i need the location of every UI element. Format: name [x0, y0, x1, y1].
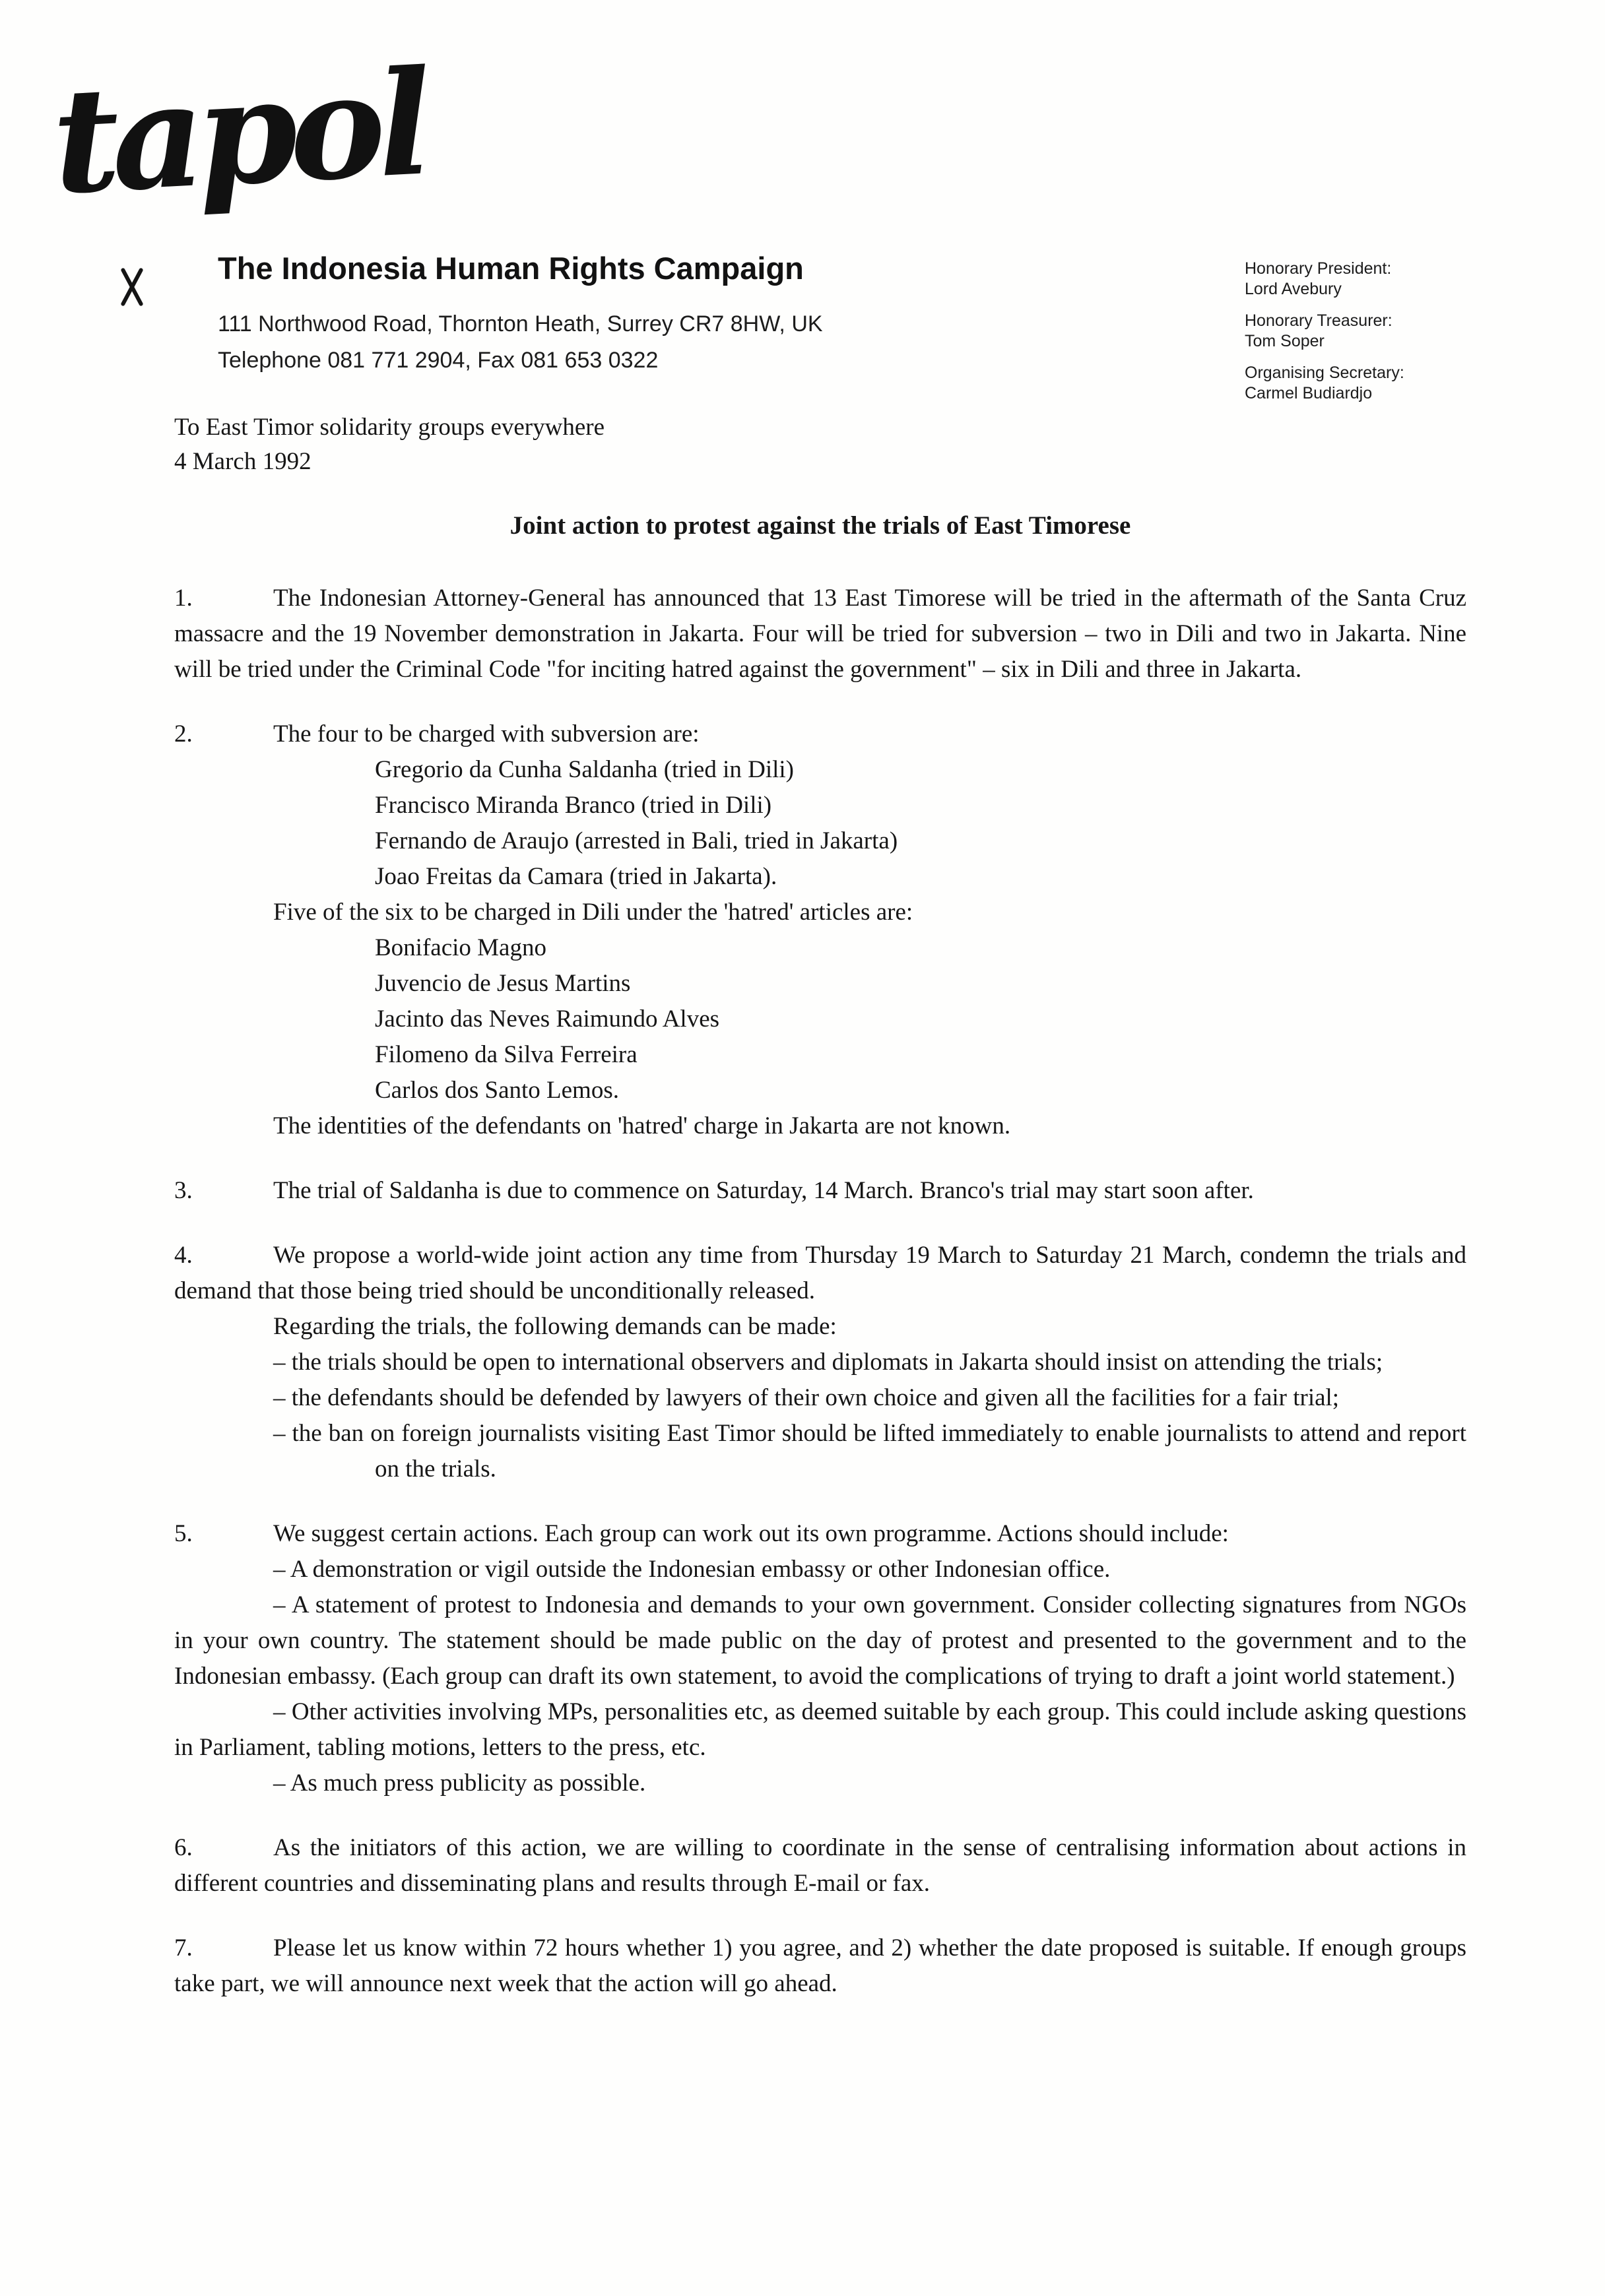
letter-title: Joint action to protest against the trials of East Timorese: [509, 511, 1131, 540]
defendant-name: Joao Freitas da Camara (tried in Jakarta).: [375, 863, 777, 890]
officer-name: Lord Avebury: [1245, 280, 1342, 298]
defendant-name: Bonifacio Magno: [375, 934, 546, 961]
action-item: – A statement of protest to Indonesia and demands to your own government. Consider collecting signatures from NGOs in your own country. The statement should be made public on the day of protest and presented to the government and to the Indonesian embassy. (Each group can draft its own statement, to avoid the complications of trying to draft a joint world statement.): [174, 1591, 1466, 1690]
org-phone: Telephone 081 771 2904, Fax 081 653 0322: [218, 348, 659, 373]
para-text: We propose a world-wide joint action any time from Thursday 19 March to Saturday 21 March, condemn the trials and demand that those being tried should be unconditionally released.: [174, 1242, 1466, 1304]
officer-role: Honorary Treasurer:: [1245, 311, 1392, 330]
defendant-name: Jacinto das Neves Raimundo Alves: [375, 1005, 720, 1033]
officer-entry: [1245, 259, 1404, 300]
org-block: [218, 249, 823, 379]
hatred-defendants-list: [174, 930, 1466, 1108]
letter-body: [0, 410, 1605, 2002]
para-number: 2.: [174, 720, 193, 748]
demand-item: – the trials should be open to international observers and diplomats in Jakarta should insist on attending the trials;: [273, 1349, 1383, 1376]
action-item: – A demonstration or vigil outside the Indonesian embassy or other Indonesian office.: [273, 1556, 1111, 1583]
para-text: Please let us know within 72 hours whether 1) you agree, and 2) whether the date proposed is suitable. If enough groups take part, we will announce next week that the action will go ahead.: [174, 1934, 1466, 1997]
paragraph-4-intro: [174, 1238, 1466, 1309]
para-number: 3.: [174, 1177, 193, 1204]
org-address: 111 Northwood Road, Thornton Heath, Surrey CR7 8HW, UK: [218, 311, 823, 336]
defendant-name: Filomeno da Silva Ferreira: [375, 1041, 638, 1068]
para-text: As the initiators of this action, we are willing to coordinate in the sense of centralising information about actions in different countries and disseminating plans and results through E-mail or fax.: [174, 1834, 1466, 1897]
paragraph-6: [174, 1830, 1466, 1901]
recipient-line: To East Timor solidarity groups everywhere: [174, 414, 605, 441]
tapol-logo: tapol: [48, 38, 428, 227]
defendant-name: Francisco Miranda Branco (tried in Dili): [375, 792, 772, 819]
paragraph-5: [174, 1516, 1466, 1801]
para-text: The Indonesian Attorney-General has announced that 13 East Timorese will be tried in the aftermath of the Santa Cruz massacre and the 19 November demonstration in Jakarta. Four will be tried for subversion – two in Dili and two in Jakarta. Nine will be tried under the Criminal Code "for inciting hatred against the government" – six in Dili and three in Jakarta.: [174, 585, 1466, 683]
defendant-name: Gregorio da Cunha Saldanha (tried in Dili): [375, 756, 794, 783]
paragraph-7: [174, 1930, 1466, 2002]
officer-role: Honorary President:: [1245, 259, 1392, 278]
defendant-name: Juvencio de Jesus Martins: [375, 970, 631, 997]
para-text: The four to be charged with subversion are:: [273, 720, 700, 748]
org-name: The Indonesia Human Rights Campaign: [218, 251, 804, 286]
officer-name: Carmel Budiardjo: [1245, 384, 1373, 402]
hatred-intro-line: Five of the six to be charged in Dili under the 'hatred' articles are:: [273, 899, 913, 926]
para-number: 5.: [174, 1520, 193, 1547]
para-number: 1.: [174, 585, 193, 612]
paragraph-1: [174, 581, 1466, 687]
para-number: 4.: [174, 1242, 193, 1269]
officer-entry: [1245, 363, 1404, 404]
action-item: – Other activities involving MPs, personalities etc, as deemed suitable by each group. This could include asking questions in Parliament, tabling motions, letters to the press, etc.: [174, 1698, 1466, 1761]
demand-item: – the defendants should be defended by lawyers of their own choice and given all the facilities for a fair trial;: [273, 1384, 1340, 1411]
paragraph-5-intro: [174, 1516, 1466, 1552]
paragraph-2-outro: The identities of the defendants on 'hatred' charge in Jakarta are not known.: [273, 1112, 1011, 1139]
para-text: The trial of Saldanha is due to commence on Saturday, 14 March. Branco's trial may start soon after.: [273, 1177, 1254, 1204]
letterhead: [0, 0, 1605, 410]
para-number: 6.: [174, 1834, 193, 1861]
officer-role: Organising Secretary:: [1245, 364, 1404, 382]
paragraph-3: [174, 1173, 1466, 1209]
paragraph-2-intro: [174, 717, 1466, 752]
action-item: – As much press publicity as possible.: [273, 1770, 646, 1797]
demand-item: – the ban on foreign journalists visiting East Timor should be lifted immediately to enable journalists to attend and report on the trials.: [273, 1420, 1466, 1483]
demands-intro-line: Regarding the trials, the following demands can be made:: [273, 1313, 837, 1340]
para-number: 7.: [174, 1934, 193, 1961]
officers-list: [1245, 259, 1404, 415]
officer-entry: [1245, 311, 1404, 352]
defendant-name: Carlos dos Santo Lemos.: [375, 1077, 619, 1104]
para-text: We suggest certain actions. Each group can work out its own programme. Actions should include:: [273, 1520, 1229, 1547]
officer-name: Tom Soper: [1245, 332, 1325, 350]
defendant-name: Fernando de Araujo (arrested in Bali, tried in Jakarta): [375, 827, 898, 854]
paragraph-2: [174, 717, 1466, 1144]
logo-flourish-icon: [111, 263, 153, 311]
paragraph-4: [174, 1238, 1466, 1487]
date-line: 4 March 1992: [174, 448, 311, 475]
subversion-defendants-list: [174, 752, 1466, 895]
